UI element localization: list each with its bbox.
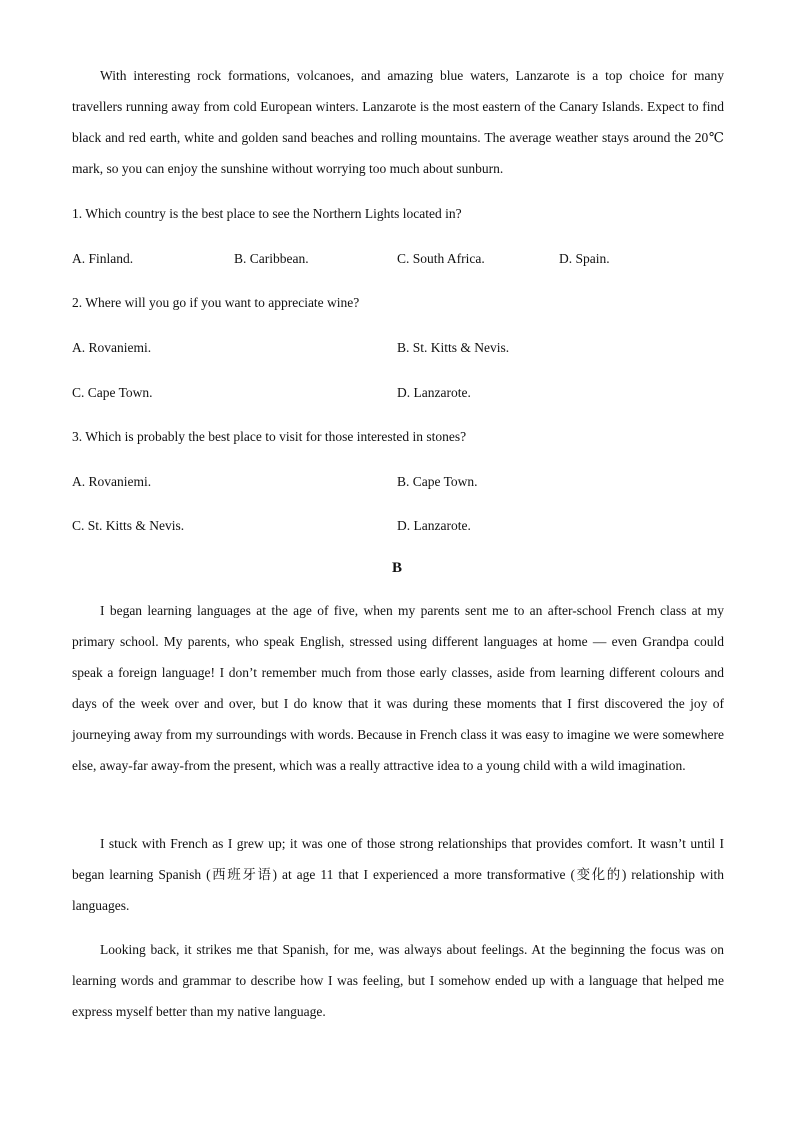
question-3-option-c: C. St. Kitts & Nevis. (72, 518, 185, 533)
passage-a-paragraph: With interesting rock formations, volcanoes, and amazing blue waters, Lanzarote is a top choice for many travellers running away from cold European winters. Lanzarote is the most eastern of the Canary Islands. Expect to find black and red earth, white and golden sand beaches and rolling mountains. The average weather stays around the 20℃ mark, so you can enjoy the sunshine without worrying too much about sunburn. (72, 68, 724, 176)
question-2-option-b: B. St. Kitts & Nevis. (397, 340, 510, 355)
question-2-option-d: D. Lanzarote. (397, 385, 471, 400)
question-1-option-d: D. Spain. (559, 251, 610, 266)
question-3-option-b: B. Cape Town. (397, 474, 478, 489)
question-1-option-b: B. Caribbean. (234, 251, 309, 266)
question-1-option-c: C. South Africa. (397, 251, 485, 266)
question-2-option-c: C. Cape Town. (72, 385, 153, 400)
section-b-paragraph-1: I began learning languages at the age of five, when my parents sent me to an after-school French class at my primary school. My parents, who speak English, stressed using different languages at home — even Grandpa could speak a foreign language! I don’t remember much from those early classes, aside from learning different colours and days of the week over and over, but I do know that it was during these moments that I first discovered the joy of journeying away from my surroundings with words. Because in French class it was easy to imagine we were somewhere else, away-far away-from the present, which was a really attractive idea to a young child with a wild imagination. (72, 603, 724, 773)
question-3-stem: 3. Which is probably the best place to visit for those interested in stones? (72, 429, 467, 444)
section-b-paragraph-3: Looking back, it strikes me that Spanish, for me, was always about feelings. At the beginning the focus was on learning words and grammar to describe how I was feeling, but I somehow ended up with a language that helped me express myself better than my native language. (72, 942, 724, 1019)
question-1-option-a: A. Finland. (72, 251, 134, 266)
question-3-option-d: D. Lanzarote. (397, 518, 471, 533)
question-1-stem: 1. Which country is the best place to see the Northern Lights located in? (72, 206, 462, 221)
section-b-paragraph-2: I stuck with French as I grew up; it was one of those strong relationships that provides comfort. It wasn’t until I began learning Spanish (西班牙语) at age 11 that I experienced a more transformative (变化的) relationship with languages. (72, 836, 724, 913)
question-2-option-a: A. Rovaniemi. (72, 340, 152, 355)
question-2-stem: 2. Where will you go if you want to appreciate wine? (72, 295, 360, 310)
section-b-heading: B (391, 560, 402, 576)
question-3-option-a: A. Rovaniemi. (72, 474, 152, 489)
